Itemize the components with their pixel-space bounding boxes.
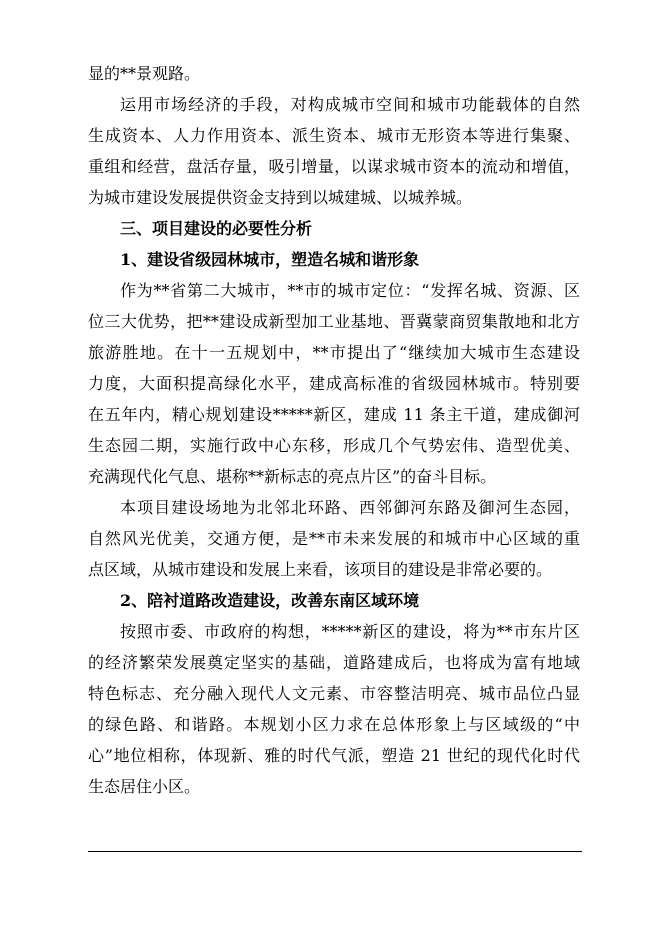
- text-line: 的绿色路、和谐路。本规划小区力求在总体形象上与区域级的“中: [88, 715, 580, 734]
- text-line: 自然风光优美，交通方便，是**市未来发展的和城市中心区域的重: [88, 529, 580, 548]
- text-line: 充满现代化气息、堪称**新标志的亮点片区”的奋斗目标。: [88, 467, 497, 486]
- section-heading: 三、项目建设的必要性分析: [120, 219, 313, 238]
- text-line: 显的**景观路。: [88, 64, 201, 83]
- section-heading: 1、建设省级园林城市，塑造名城和谐形象: [120, 250, 420, 269]
- text-line: 按照市委、市政府的构想，*****新区的建设，将为**市东片区: [120, 622, 580, 641]
- text-line: 在五年内，精心规划建设*****新区，建成 11 条主干道，建成御河: [88, 405, 580, 424]
- text-line: 生态居住小区。: [88, 777, 201, 796]
- text-line: 旅游胜地。在十一五规划中，**市提出了“继续加大城市生态建设: [88, 343, 580, 362]
- text-line: 作为**省第二大城市，**市的城市定位：“发挥名城、资源、区: [120, 281, 580, 300]
- text-line: 本项目建设场地为北邻北环路、西邻御河东路及御河生态园，: [120, 498, 580, 517]
- text-line: 为城市建设发展提供资金支持到以城建城、以城养城。: [88, 188, 473, 207]
- text-line: 运用市场经济的手段，对构成城市空间和城市功能载体的自然: [120, 95, 580, 114]
- text-line: 生态园二期，实施行政中心东移，形成几个气势宏伟、造型优美、: [88, 436, 580, 455]
- text-line: 点区域，从城市建设和发展上来看，该项目的建设是非常必要的。: [88, 560, 553, 579]
- text-line: 重组和经营，盘活存量，吸引增量，以谋求城市资本的流动和增值，: [88, 157, 580, 176]
- text-line: 的经济繁荣发展奠定坚实的基础，道路建成后，也将成为富有地域: [88, 653, 580, 672]
- text-line: 位三大优势，把**建设成新型加工业基地、晋冀蒙商贸集散地和北方: [88, 312, 580, 331]
- document-body: [88, 58, 580, 802]
- text-line: 力度，大面积提高绿化水平，建成高标准的省级园林城市。特别要: [88, 374, 580, 393]
- section-heading: 2、陪衬道路改造建设，改善东南区域环境: [120, 591, 420, 610]
- text-line: 特色标志、充分融入现代人文元素、市容整洁明亮、城市品位凸显: [88, 684, 580, 703]
- text-line: 生成资本、人力作用资本、派生资本、城市无形资本等进行集聚、: [88, 126, 580, 145]
- text-line: 心”地位相称，体现新、雅的时代气派，塑造 21 世纪的现代化时代: [88, 746, 580, 765]
- footer-divider: [88, 851, 582, 852]
